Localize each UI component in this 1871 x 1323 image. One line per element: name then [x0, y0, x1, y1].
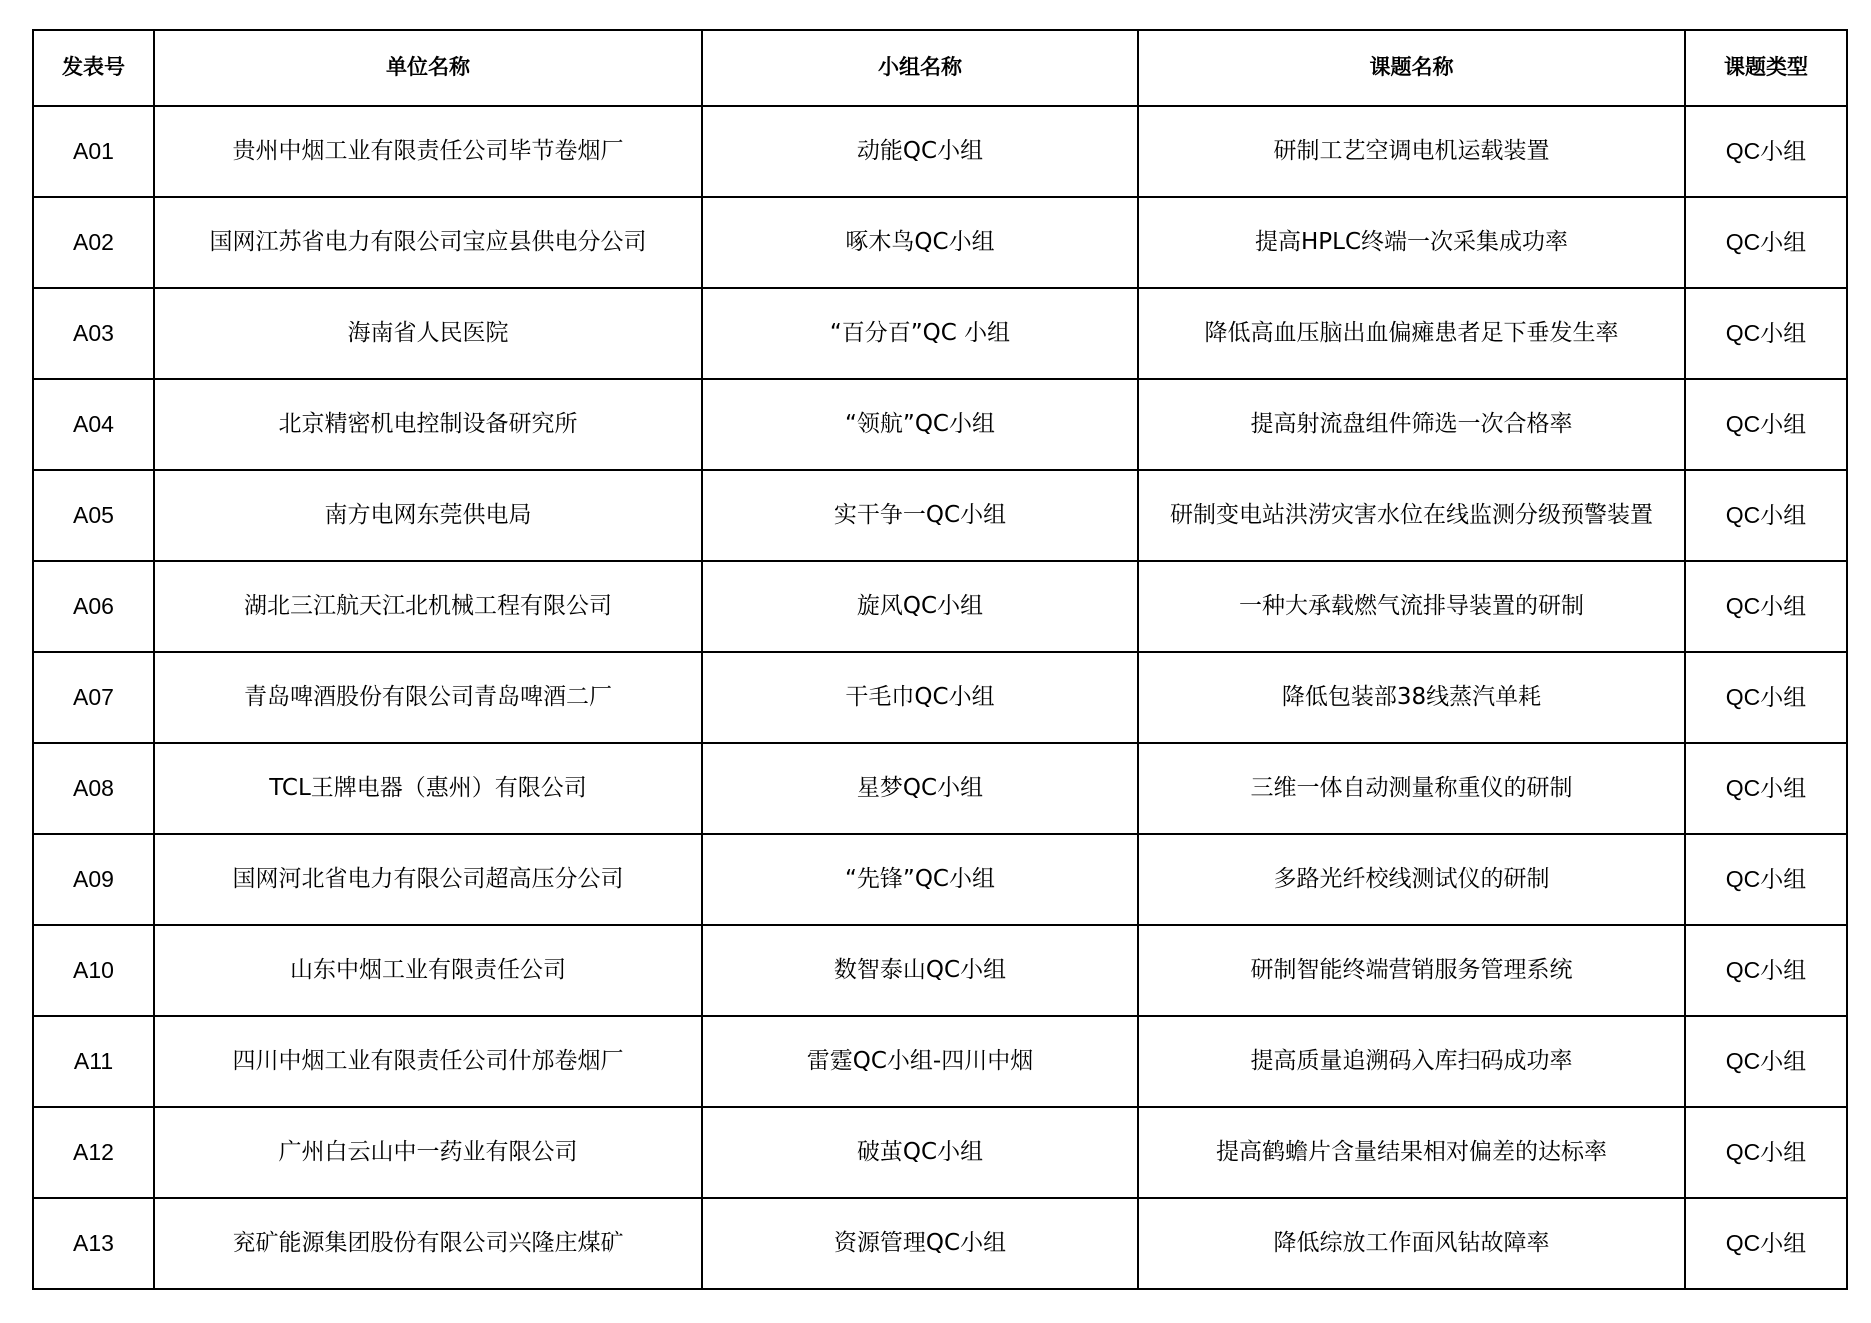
table-row	[33, 106, 1847, 197]
cell-unit: 国网江苏省电力有限公司宝应县供电分公司	[154, 197, 702, 288]
cell-unit: 南方电网东莞供电局	[154, 470, 702, 561]
header-type: 课题类型	[1685, 30, 1847, 106]
cell-team: 数智泰山QC小组	[702, 925, 1138, 1016]
cell-type: QC小组	[1685, 743, 1847, 834]
cell-code: A04	[33, 379, 154, 470]
cell-team: 资源管理QC小组	[702, 1198, 1138, 1289]
cell-code: A01	[33, 106, 154, 197]
cell-team: 实干争一QC小组	[702, 470, 1138, 561]
cell-code: A11	[33, 1016, 154, 1107]
cell-code: A03	[33, 288, 154, 379]
cell-team: 旋风QC小组	[702, 561, 1138, 652]
cell-team: 动能QC小组	[702, 106, 1138, 197]
cell-team: “先锋”QC小组	[702, 834, 1138, 925]
cell-type: QC小组	[1685, 1198, 1847, 1289]
table-row	[33, 197, 1847, 288]
table-row	[33, 561, 1847, 652]
cell-topic: 提高质量追溯码入库扫码成功率	[1138, 1016, 1685, 1107]
cell-code: A08	[33, 743, 154, 834]
cell-type: QC小组	[1685, 834, 1847, 925]
header-team: 小组名称	[702, 30, 1138, 106]
table-row	[33, 743, 1847, 834]
cell-topic: 降低综放工作面风钻故障率	[1138, 1198, 1685, 1289]
cell-unit: TCL王牌电器（惠州）有限公司	[154, 743, 702, 834]
table-row	[33, 652, 1847, 743]
table-row	[33, 470, 1847, 561]
cell-topic: 提高射流盘组件筛选一次合格率	[1138, 379, 1685, 470]
cell-type: QC小组	[1685, 288, 1847, 379]
header-row	[33, 30, 1847, 106]
cell-code: A07	[33, 652, 154, 743]
cell-unit: 北京精密机电控制设备研究所	[154, 379, 702, 470]
table-header	[33, 30, 1847, 106]
header-topic: 课题名称	[1138, 30, 1685, 106]
table-row	[33, 379, 1847, 470]
cell-type: QC小组	[1685, 470, 1847, 561]
cell-type: QC小组	[1685, 197, 1847, 288]
cell-unit: 青岛啤酒股份有限公司青岛啤酒二厂	[154, 652, 702, 743]
cell-topic: 降低高血压脑出血偏瘫患者足下垂发生率	[1138, 288, 1685, 379]
cell-team: 星梦QC小组	[702, 743, 1138, 834]
cell-code: A05	[33, 470, 154, 561]
cell-topic: 多路光纤校线测试仪的研制	[1138, 834, 1685, 925]
cell-topic: 研制智能终端营销服务管理系统	[1138, 925, 1685, 1016]
cell-code: A09	[33, 834, 154, 925]
header-unit: 单位名称	[154, 30, 702, 106]
cell-unit: 广州白云山中一药业有限公司	[154, 1107, 702, 1198]
cell-team: 破茧QC小组	[702, 1107, 1138, 1198]
cell-unit: 兖矿能源集团股份有限公司兴隆庄煤矿	[154, 1198, 702, 1289]
cell-topic: 三维一体自动测量称重仪的研制	[1138, 743, 1685, 834]
table-row	[33, 288, 1847, 379]
cell-topic: 研制工艺空调电机运载装置	[1138, 106, 1685, 197]
header-code: 发表号	[33, 30, 154, 106]
cell-team: 雷霆QC小组-四川中烟	[702, 1016, 1138, 1107]
cell-unit: 湖北三江航天江北机械工程有限公司	[154, 561, 702, 652]
cell-topic: 降低包装部38线蒸汽单耗	[1138, 652, 1685, 743]
cell-team: “百分百”QC 小组	[702, 288, 1138, 379]
table-row	[33, 1016, 1847, 1107]
cell-topic: 提高HPLC终端一次采集成功率	[1138, 197, 1685, 288]
cell-code: A10	[33, 925, 154, 1016]
document-page	[32, 29, 1848, 1290]
cell-code: A12	[33, 1107, 154, 1198]
cell-type: QC小组	[1685, 652, 1847, 743]
table-row	[33, 1107, 1847, 1198]
cell-type: QC小组	[1685, 925, 1847, 1016]
cell-topic: 一种大承载燃气流排导装置的研制	[1138, 561, 1685, 652]
cell-topic: 提高鹤蟾片含量结果相对偏差的达标率	[1138, 1107, 1685, 1198]
cell-team: 啄木鸟QC小组	[702, 197, 1138, 288]
cell-unit: 国网河北省电力有限公司超高压分公司	[154, 834, 702, 925]
cell-type: QC小组	[1685, 1107, 1847, 1198]
cell-code: A06	[33, 561, 154, 652]
table-row	[33, 1198, 1847, 1289]
cell-unit: 四川中烟工业有限责任公司什邡卷烟厂	[154, 1016, 702, 1107]
cell-unit: 山东中烟工业有限责任公司	[154, 925, 702, 1016]
cell-type: QC小组	[1685, 1016, 1847, 1107]
table-row	[33, 925, 1847, 1016]
cell-unit: 贵州中烟工业有限责任公司毕节卷烟厂	[154, 106, 702, 197]
cell-type: QC小组	[1685, 106, 1847, 197]
cell-topic: 研制变电站洪涝灾害水位在线监测分级预警装置	[1138, 470, 1685, 561]
cell-type: QC小组	[1685, 379, 1847, 470]
cell-code: A02	[33, 197, 154, 288]
cell-unit: 海南省人民医院	[154, 288, 702, 379]
cell-team: 干毛巾QC小组	[702, 652, 1138, 743]
cell-code: A13	[33, 1198, 154, 1289]
table-row	[33, 834, 1847, 925]
presentation-registry-table	[32, 29, 1848, 1290]
cell-team: “领航”QC小组	[702, 379, 1138, 470]
table-body	[33, 106, 1847, 1289]
cell-type: QC小组	[1685, 561, 1847, 652]
